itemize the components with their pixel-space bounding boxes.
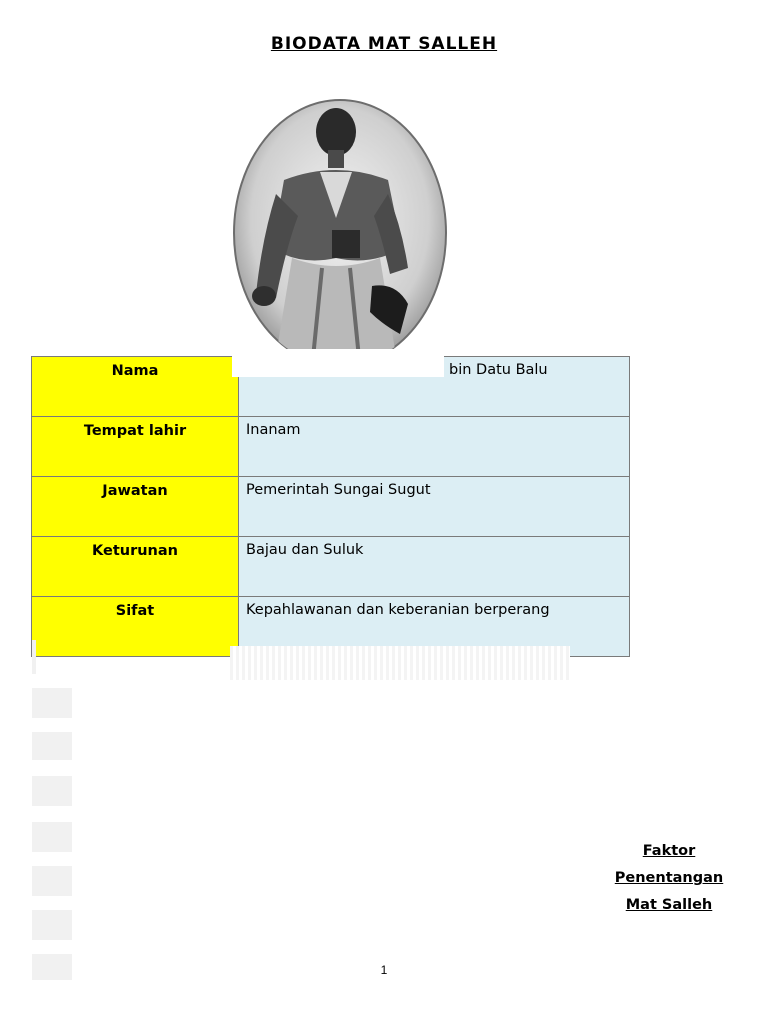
value-keturunan: Bajau dan Suluk bbox=[239, 537, 630, 597]
table-row bbox=[32, 537, 630, 597]
value-tempat-lahir: Inanam bbox=[239, 417, 630, 477]
portrait-photo bbox=[232, 98, 448, 368]
side-heading bbox=[606, 838, 732, 919]
table-row bbox=[32, 417, 630, 477]
side-heading-line-3: Mat Salleh bbox=[625, 897, 713, 913]
side-heading-line-1: Faktor bbox=[642, 843, 696, 859]
page-number: 1 bbox=[380, 963, 388, 977]
faint-bleed-marks bbox=[30, 636, 74, 981]
value-sifat: Kepahlawanan dan keberanian berperang bbox=[239, 597, 630, 657]
label-tempat-lahir: Tempat lahir bbox=[32, 417, 239, 477]
label-sifat: Sifat bbox=[32, 597, 239, 657]
document-title: BIODATA MAT SALLEH bbox=[270, 34, 498, 54]
faint-bleed-strip bbox=[230, 646, 570, 680]
table-row bbox=[32, 477, 630, 537]
biodata-table bbox=[31, 356, 630, 657]
value-nama-text: bin Datu Balu bbox=[449, 362, 548, 378]
value-jawatan: Pemerintah Sungai Sugut bbox=[239, 477, 630, 537]
label-jawatan: Jawatan bbox=[32, 477, 239, 537]
label-nama: Nama bbox=[32, 357, 239, 417]
label-keturunan: Keturunan bbox=[32, 537, 239, 597]
redaction-box bbox=[232, 349, 444, 377]
side-heading-line-2: Penentangan bbox=[614, 870, 724, 886]
